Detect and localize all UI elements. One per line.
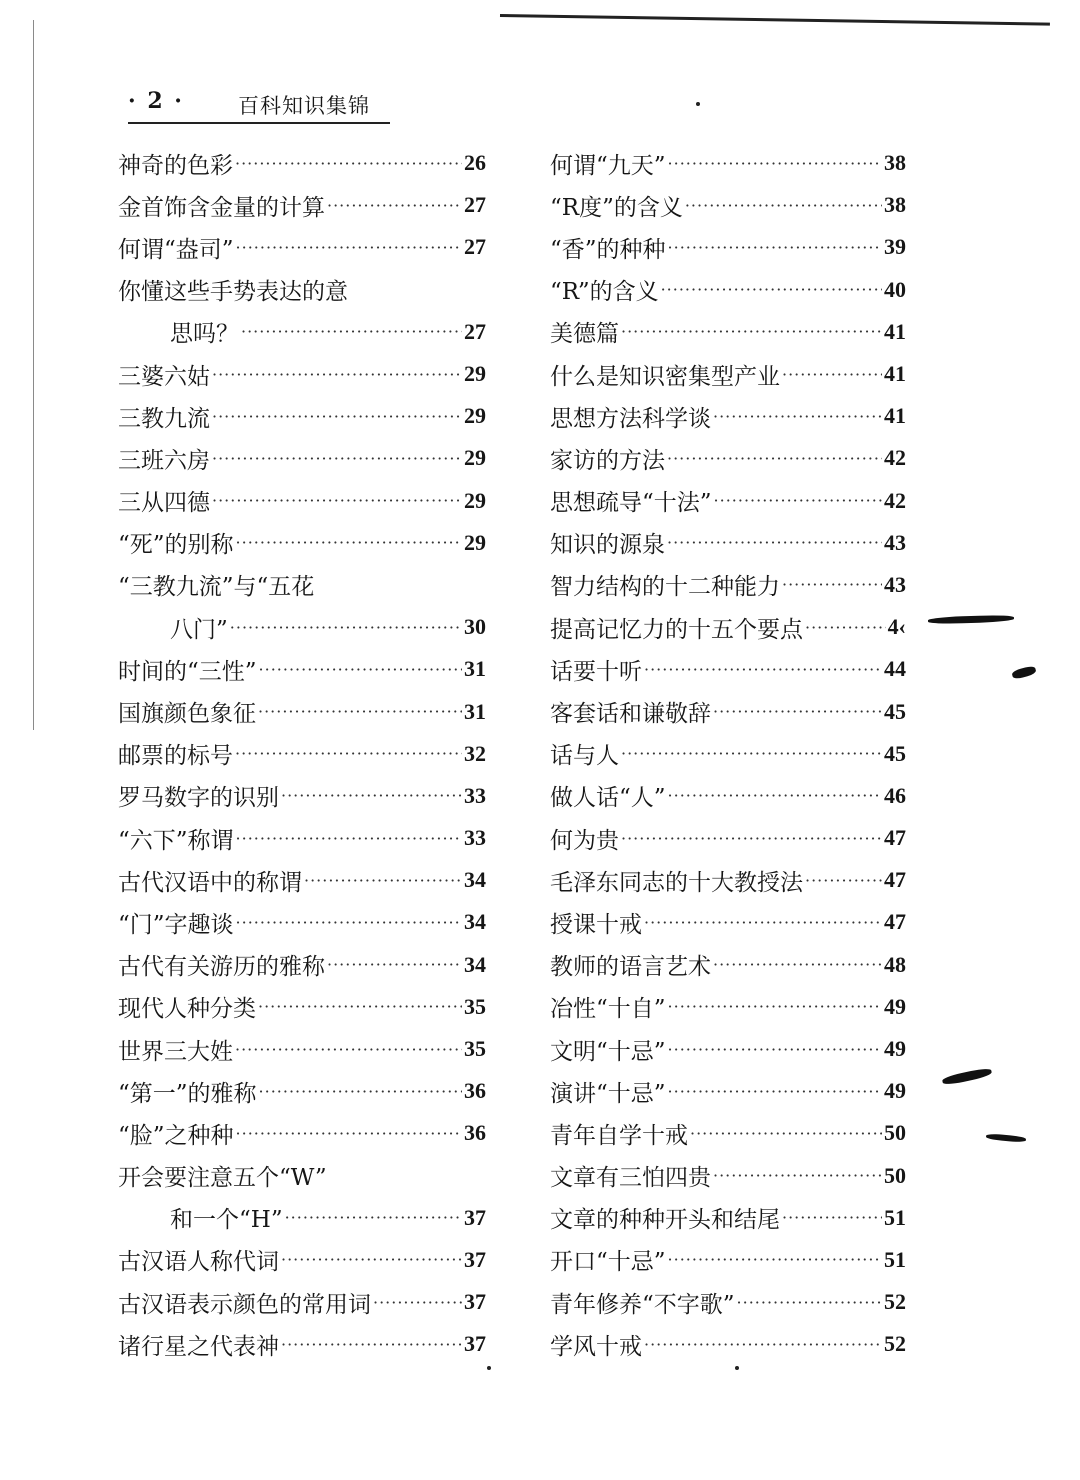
toc-entry-page: 29 [464, 445, 486, 471]
toc-entry-page: 37 [464, 1289, 486, 1315]
dot-leader [621, 322, 882, 341]
toc-entry [118, 564, 486, 606]
speck [735, 1366, 739, 1370]
speck [696, 102, 700, 106]
dot-leader [285, 1208, 462, 1227]
toc-entry-page: 42 [884, 445, 906, 471]
toc-entry-title: “第一”的雅称 [118, 1080, 257, 1107]
toc-entry [550, 480, 906, 522]
toc-entry-page: 47 [884, 867, 906, 893]
toc-entry-title: 何谓“九天” [550, 152, 666, 179]
toc-entry-page: 38 [884, 192, 906, 218]
toc-entry-page: 45 [884, 698, 906, 724]
toc-entry-page: 43 [884, 529, 906, 555]
dot-leader [782, 365, 882, 384]
toc-entry-page: 38 [884, 150, 906, 176]
dot-leader [212, 449, 462, 468]
dot-leader [236, 829, 462, 848]
toc-entry-title: 智力结构的十二种能力 [550, 574, 780, 601]
toc-entry-title: 古代有关游历的雅称 [118, 954, 325, 981]
running-header [128, 86, 390, 124]
dot-leader [235, 1040, 462, 1059]
toc-entry-page: 51 [884, 1204, 906, 1230]
toc-entry [118, 1112, 486, 1154]
toc-entry-page: 51 [884, 1246, 906, 1272]
toc-entry-title: 八门” [170, 616, 228, 643]
toc-entry-title: 做人话“人” [550, 785, 666, 812]
toc-entry-title: 世界三大姓 [118, 1038, 233, 1065]
toc-entry-title: 时间的“三性” [118, 658, 257, 685]
dot-leader [644, 1335, 882, 1354]
toc-entry-page: 27 [464, 192, 486, 218]
toc-column-left [118, 142, 486, 1365]
toc-entry [118, 480, 486, 522]
toc-entry-title: 神奇的色彩 [118, 152, 233, 179]
page-number: · 2 · [128, 88, 184, 114]
toc-entry-page: 44 [884, 656, 906, 682]
toc-entry [118, 1281, 486, 1323]
toc-entry-page: 31 [464, 698, 486, 724]
toc-entry-title: 何谓“盎司” [118, 236, 234, 263]
toc-entry [550, 817, 906, 859]
dot-leader [236, 913, 462, 932]
toc-entry-title: 古汉语人称代词 [118, 1249, 279, 1276]
dot-leader [281, 1335, 462, 1354]
dot-leader [621, 829, 882, 848]
toc-entry [118, 859, 486, 901]
toc-entry [550, 1239, 906, 1281]
toc-entry-title: 三教九流 [118, 405, 210, 432]
dot-leader [644, 913, 882, 932]
toc-entry-title: 古汉语表示颜色的常用词 [118, 1291, 371, 1318]
toc-entry [550, 1112, 906, 1154]
speck [487, 1366, 491, 1370]
toc-entry-title: “三教九流”与“五花 [118, 574, 315, 601]
toc-entry [118, 817, 486, 859]
dot-leader [685, 196, 882, 215]
toc-entry-title: 家访的方法 [550, 447, 665, 474]
dot-leader [668, 238, 882, 257]
toc-entry [550, 1155, 906, 1197]
dot-leader [667, 533, 882, 552]
toc-entry-page: 43 [884, 571, 906, 597]
toc-entry [550, 901, 906, 943]
dot-leader [281, 1250, 462, 1269]
toc-entry [550, 395, 906, 437]
dot-leader [668, 786, 882, 805]
toc-entry-title: “R度”的含义 [550, 194, 683, 221]
toc-entry-page: 34 [464, 867, 486, 893]
toc-entry [118, 944, 486, 986]
dot-leader [713, 1166, 882, 1185]
toc-entry-title: 话要十听 [550, 658, 642, 685]
toc-entry-title: 知识的源泉 [550, 532, 665, 559]
toc-entry [118, 775, 486, 817]
toc-entry-page: 49 [884, 1036, 906, 1062]
toc-entry [118, 226, 486, 268]
dot-leader [668, 1040, 882, 1059]
ink-smudge [1011, 665, 1037, 680]
toc-entry-title: 思吗？ [170, 321, 239, 348]
toc-entry-page: 37 [464, 1204, 486, 1230]
toc-entry-title: 国旗颜色象征 [118, 701, 256, 728]
toc-entry [118, 1239, 486, 1281]
toc-entry [550, 269, 906, 311]
toc-entry-page: 37 [464, 1331, 486, 1357]
toc-entry [118, 311, 486, 353]
toc-entry [118, 1197, 486, 1239]
toc-entry-title: 和一个“H” [170, 1207, 283, 1234]
ink-smudge [942, 1067, 993, 1086]
dot-leader [737, 1293, 882, 1312]
dot-leader [281, 786, 462, 805]
book-title: 百科知识集锦 [238, 94, 370, 118]
dot-leader [304, 871, 462, 890]
toc-entry [118, 395, 486, 437]
toc-entry [550, 1281, 906, 1323]
toc-entry [118, 901, 486, 943]
toc-entry-page: 33 [464, 782, 486, 808]
toc-entry-title: 开口“十忌” [550, 1249, 666, 1276]
toc-entry-title: 文章的种种开头和结尾 [550, 1207, 780, 1234]
toc-entry-page: 41 [884, 361, 906, 387]
toc-entry-title: “脸”之种种 [118, 1122, 234, 1149]
dot-leader [212, 491, 462, 510]
dot-leader [236, 1124, 462, 1143]
toc-entry-page: 35 [464, 1036, 486, 1062]
toc-entry-page: 37 [464, 1246, 486, 1272]
toc-entry-title: 现代人种分类 [118, 996, 256, 1023]
toc-entry-page: 4‹ [887, 614, 906, 640]
dot-leader [373, 1293, 462, 1312]
dot-leader [661, 280, 882, 299]
toc-entry [550, 690, 906, 732]
toc-entry [118, 184, 486, 226]
toc-entry-page: 47 [884, 909, 906, 935]
toc-entry [118, 1323, 486, 1365]
toc-entry-title: 学风十戒 [550, 1333, 642, 1360]
toc-entry-page: 41 [884, 318, 906, 344]
dot-leader [621, 744, 882, 763]
dot-leader [327, 196, 462, 215]
dot-leader [644, 660, 882, 679]
toc-entry [118, 1028, 486, 1070]
toc-entry-title: 思想方法科学谈 [550, 405, 711, 432]
toc-entry [118, 606, 486, 648]
dot-leader [236, 533, 462, 552]
toc-entry-title: 罗马数字的识别 [118, 785, 279, 812]
toc-entry-title: 什么是知识密集型产业 [550, 363, 780, 390]
toc-entry-title: “死”的别称 [118, 532, 234, 559]
toc-entry [118, 353, 486, 395]
dot-leader [258, 997, 462, 1016]
toc-entry-page: 52 [884, 1289, 906, 1315]
toc-entry-title: 你懂这些手势表达的意 [118, 279, 348, 306]
toc-entry-page: 29 [464, 361, 486, 387]
toc-entry [550, 564, 906, 606]
toc-entry-page: 31 [464, 656, 486, 682]
dot-leader [236, 238, 462, 257]
toc-entry [550, 437, 906, 479]
toc-entry [550, 733, 906, 775]
toc-entry-title: 青年自学十戒 [550, 1122, 688, 1149]
dot-leader [668, 1250, 882, 1269]
ink-smudge [928, 615, 1014, 625]
toc-entry-title: 三从四德 [118, 490, 210, 517]
toc-entry-title: 开会要注意五个“W” [118, 1165, 327, 1192]
dot-leader [713, 702, 882, 721]
dot-leader [667, 449, 882, 468]
toc-entry-page: 40 [884, 276, 906, 302]
toc-entry-title: 授课十戒 [550, 911, 642, 938]
toc-entry-page: 49 [884, 993, 906, 1019]
toc-entry-page: 34 [464, 909, 486, 935]
toc-entry-title: 三班六房 [118, 447, 210, 474]
dot-leader [212, 365, 462, 384]
toc-entry-title: “六下”称谓 [118, 827, 234, 854]
toc-entry [118, 1070, 486, 1112]
toc-entry [550, 775, 906, 817]
toc-entry-page: 50 [884, 1120, 906, 1146]
toc-entry-title: 话与人 [550, 743, 619, 770]
toc-entry [550, 1197, 906, 1239]
dot-leader [782, 575, 882, 594]
dot-leader [713, 955, 882, 974]
toc-entry [550, 184, 906, 226]
toc-entry-page: 45 [884, 740, 906, 766]
dot-leader [241, 322, 462, 341]
toc-entry-page: 30 [464, 614, 486, 640]
toc-entry-title: “香”的种种 [550, 236, 666, 263]
toc-entry-page: 33 [464, 825, 486, 851]
toc-entry [118, 648, 486, 690]
toc-entry-page: 50 [884, 1162, 906, 1188]
toc-entry [550, 311, 906, 353]
toc-entry-title: 金首饰含金量的计算 [118, 194, 325, 221]
dot-leader [782, 1208, 882, 1227]
dot-leader [258, 702, 462, 721]
dot-leader [230, 618, 462, 637]
toc-entry [118, 690, 486, 732]
dot-leader [235, 154, 462, 173]
toc-entry [118, 437, 486, 479]
toc-entry-title: “R”的含义 [550, 279, 659, 306]
toc-entry-page: 41 [884, 403, 906, 429]
toc-entry [550, 1028, 906, 1070]
toc-entry-page: 42 [884, 487, 906, 513]
toc-entry-page: 46 [884, 782, 906, 808]
toc-entry-page: 27 [464, 318, 486, 344]
toc-entry-title: 文章有三怕四贵 [550, 1165, 711, 1192]
toc-entry [550, 986, 906, 1028]
dot-leader [713, 407, 882, 426]
toc-entry [550, 1323, 906, 1365]
toc-entry [118, 522, 486, 564]
toc-entry-page: 27 [464, 234, 486, 260]
toc-entry-page: 47 [884, 825, 906, 851]
toc-entry-title: “门”字趣谈 [118, 911, 234, 938]
toc-entry [118, 986, 486, 1028]
toc-entry-title: 青年修养“不字歌” [550, 1291, 735, 1318]
toc-entry [550, 142, 906, 184]
dot-leader [668, 997, 882, 1016]
toc-entry-page: 29 [464, 487, 486, 513]
dot-leader [668, 154, 882, 173]
toc-column-right [550, 142, 906, 1365]
toc-entry-page: 36 [464, 1078, 486, 1104]
toc-entry-page: 52 [884, 1331, 906, 1357]
toc-entry-title: 提高记忆力的十五个要点 [550, 616, 803, 643]
toc-entry [118, 733, 486, 775]
toc-entry-title: 毛泽东同志的十大教授法 [550, 869, 803, 896]
toc-entry-title: 三婆六姑 [118, 363, 210, 390]
ink-smudge [986, 1133, 1026, 1142]
scan-edge-line [500, 14, 1050, 26]
toc-entry-title: 邮票的标号 [118, 743, 233, 770]
page-left-edge [33, 20, 34, 730]
toc-entry [118, 142, 486, 184]
toc-entry [550, 353, 906, 395]
toc-entry-page: 35 [464, 993, 486, 1019]
toc-entry [550, 1070, 906, 1112]
toc-entry-page: 29 [464, 529, 486, 555]
toc-entry [550, 606, 906, 648]
toc-entry-page: 36 [464, 1120, 486, 1146]
dot-leader [805, 871, 882, 890]
dot-leader [714, 491, 882, 510]
toc-entry-title: 何为贵 [550, 827, 619, 854]
toc-entry-title: 思想疏导“十法” [550, 490, 712, 517]
dot-leader [235, 744, 462, 763]
toc-entry-page: 49 [884, 1078, 906, 1104]
toc-entry-title: 客套话和谦敬辞 [550, 701, 711, 728]
toc-entry [118, 1155, 486, 1197]
toc-entry-page: 32 [464, 740, 486, 766]
toc-entry [118, 269, 486, 311]
toc-entry [550, 944, 906, 986]
toc-entry-page: 39 [884, 234, 906, 260]
dot-leader [668, 1082, 882, 1101]
dot-leader [212, 407, 462, 426]
toc-entry-title: 教师的语言艺术 [550, 954, 711, 981]
dot-leader [327, 955, 462, 974]
toc-entry-page: 26 [464, 150, 486, 176]
toc-entry-page: 48 [884, 951, 906, 977]
toc-entry-title: 美德篇 [550, 321, 619, 348]
dot-leader [805, 618, 886, 637]
toc-entry-page: 29 [464, 403, 486, 429]
toc-entry-title: 古代汉语中的称谓 [118, 869, 302, 896]
toc-entry [550, 859, 906, 901]
toc-entry [550, 226, 906, 268]
dot-leader [690, 1124, 882, 1143]
dot-leader [259, 1082, 462, 1101]
toc-entry-title: 演讲“十忌” [550, 1080, 666, 1107]
toc-entry-page: 34 [464, 951, 486, 977]
toc-entry-title: 文明“十忌” [550, 1038, 666, 1065]
dot-leader [259, 660, 462, 679]
toc-entry [550, 648, 906, 690]
toc-entry-title: 冶性“十自” [550, 996, 666, 1023]
toc-entry-title: 诸行星之代表神 [118, 1333, 279, 1360]
toc-entry [550, 522, 906, 564]
